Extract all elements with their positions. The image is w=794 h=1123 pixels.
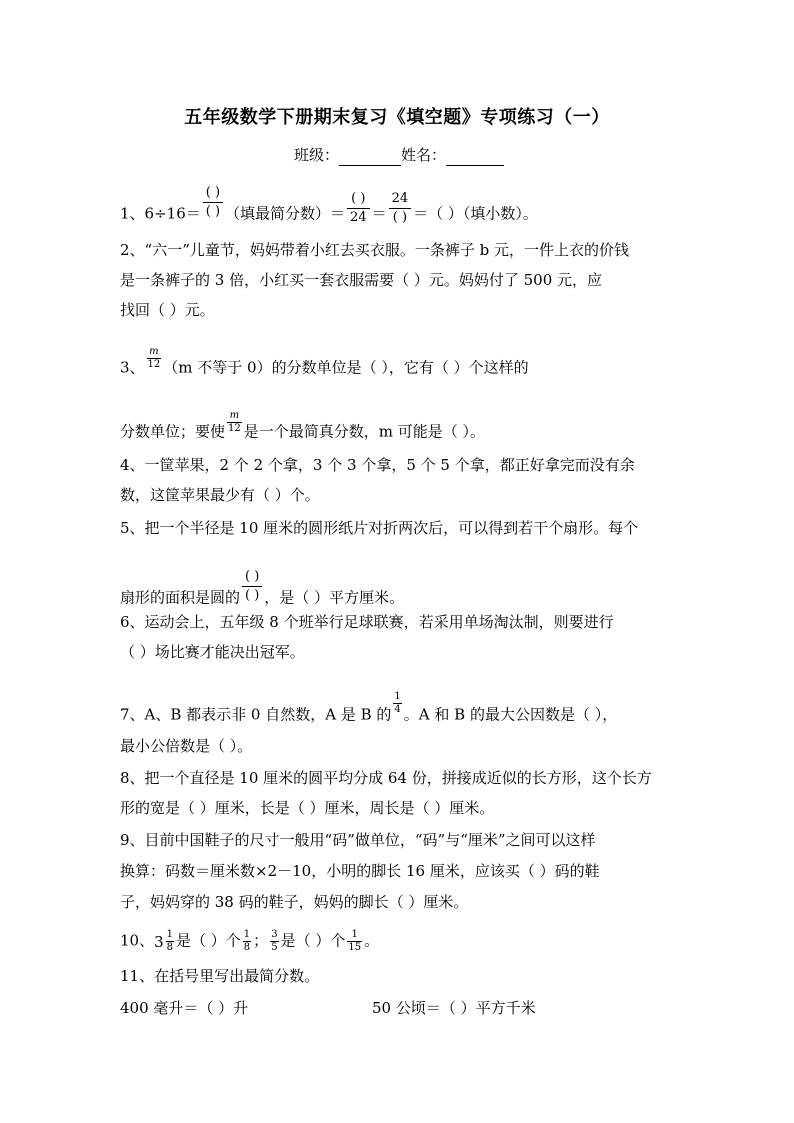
q10-fraction-1-8: $\frac{1}{8}$ (166, 929, 174, 953)
question-3-line-2: 分数单位；要使 $\frac{m}{12}$ 是一个最简真分数，m 可能是（ ）。 (120, 410, 486, 441)
question-5-line-2: 扇形的面积是圆的 $\frac{( )}{( )}$ ，是（ ）平方厘米。 (120, 569, 405, 607)
name-blank[interactable] (446, 145, 504, 166)
question-10: 10、3 $\frac{1}{8}$ 是（ ）个 $\frac{1}{8}$ ； $\frac{3}{5}$ 是（ ）个 $\frac{1}{15}$ 。 (120, 929, 380, 953)
q10-whole: 3 (154, 932, 164, 951)
q4-line-2: 数，这筐苹果最少有（ ）个。 (120, 486, 320, 504)
q9-line-2: 换算：码数＝厘米数×2－10，小明的脚长 16 厘米，应该买（ ）码的鞋 (120, 862, 600, 880)
question-3-line-1: 3、 $\frac{m}{12}$ （m 不等于 0）的分数单位是（ ），它有（ ）个这样的 (120, 346, 529, 377)
q1-fraction-3: $\frac{24}{( )}$ (389, 190, 412, 227)
q2-line-1: 2、“六一”儿童节，妈妈带着小红去买衣服。一条裤子 b 元，一件上衣的价钱 (120, 241, 630, 259)
q10-fraction-1-15: $\frac{1}{15}$ (348, 929, 362, 953)
q11-item-1: 400 毫升＝（ ）升 (120, 999, 249, 1017)
q8-line-2: 形的宽是（ ）厘米，长是（ ）厘米，周长是（ ）厘米。 (120, 799, 495, 817)
page-title: 五年级数学下册期末复习《填空题》专项练习（一） (184, 107, 610, 128)
q6-line-1: 6、运动会上，五年级 8 个班举行足球联赛，若采用单场淘汰制，则要进行 (120, 613, 614, 631)
q8-line-1: 8、把一个直径是 10 厘米的圆平均分成 64 份，拼接成近似的长方形，这个长方 (120, 769, 652, 787)
q1-tail: ＝（ ）（填小数）。 (413, 204, 538, 223)
q10-fraction-1-8-b: $\frac{1}{8}$ (243, 929, 251, 953)
q2-line-3: 找回（ ）元。 (120, 301, 215, 319)
q11-item-2: 50 公顷＝（ ）平方千米 (372, 999, 536, 1017)
q5-line-1: 5、把一个半径是 10 厘米的圆形纸片对折两次后，可以得到若干个扇形。每个 (120, 519, 639, 537)
q9-line-1: 9、目前中国鞋子的尺寸一般用“码”做单位，“码”与“厘米”之间可以这样 (120, 831, 596, 849)
q1-fraction-1: $\frac{( )}{( )}$ (203, 184, 223, 221)
q2-line-2: 是一条裤子的 3 倍，小红买一套衣服需要（ ）元。妈妈付了 500 元，应 (120, 271, 603, 289)
q10-fraction-3-5: $\frac{3}{5}$ (271, 929, 278, 953)
q11-line-1: 11、在括号里写出最简分数。 (120, 967, 320, 985)
q1-fraction-2: $\frac{( )}{24}$ (347, 190, 370, 227)
q3-fraction-m-12: $\frac{m}{12}$ (147, 346, 161, 370)
q7-fraction-1-4: $\frac{1}{4}$ (394, 691, 401, 715)
q1-middle: （填最简分数）＝ (225, 204, 346, 223)
q3-fraction-m-12-b: $\frac{m}{12}$ (228, 410, 241, 434)
q9-line-3: 子，妈妈穿的 38 码的鞋子，妈妈的脚长（ ）厘米。 (120, 893, 469, 911)
q1-prefix: 1、6÷16＝ (120, 204, 201, 223)
q6-line-2: （ ）场比赛才能决出冠军。 (120, 643, 305, 661)
class-name-row (294, 145, 504, 166)
class-blank[interactable] (339, 145, 401, 166)
question-1: 1、6÷16＝ $\frac{( )}{( )}$ （填最简分数）＝ $\frac{( )}{24}$ ＝ $\frac{24}{( )}$ ＝（ ）（填小数）。 (120, 185, 538, 225)
q7-line-2: 最小公倍数是（ ）。 (120, 737, 253, 755)
name-label: 姓名： (401, 146, 447, 164)
question-7-line-1: 7、A、B 都表示非 0 自然数，A 是 B 的 $\frac{1}{4}$ 。A 和 B 的最大公因数是（ ）， (120, 691, 618, 724)
class-label: 班级： (294, 146, 340, 164)
q5-fraction: $\frac{( )}{( )}$ (242, 568, 262, 605)
q4-line-1: 4、一筐苹果，2 个 2 个拿，3 个 3 个拿，5 个 5 个拿，都正好拿完而没有余 (120, 456, 635, 474)
